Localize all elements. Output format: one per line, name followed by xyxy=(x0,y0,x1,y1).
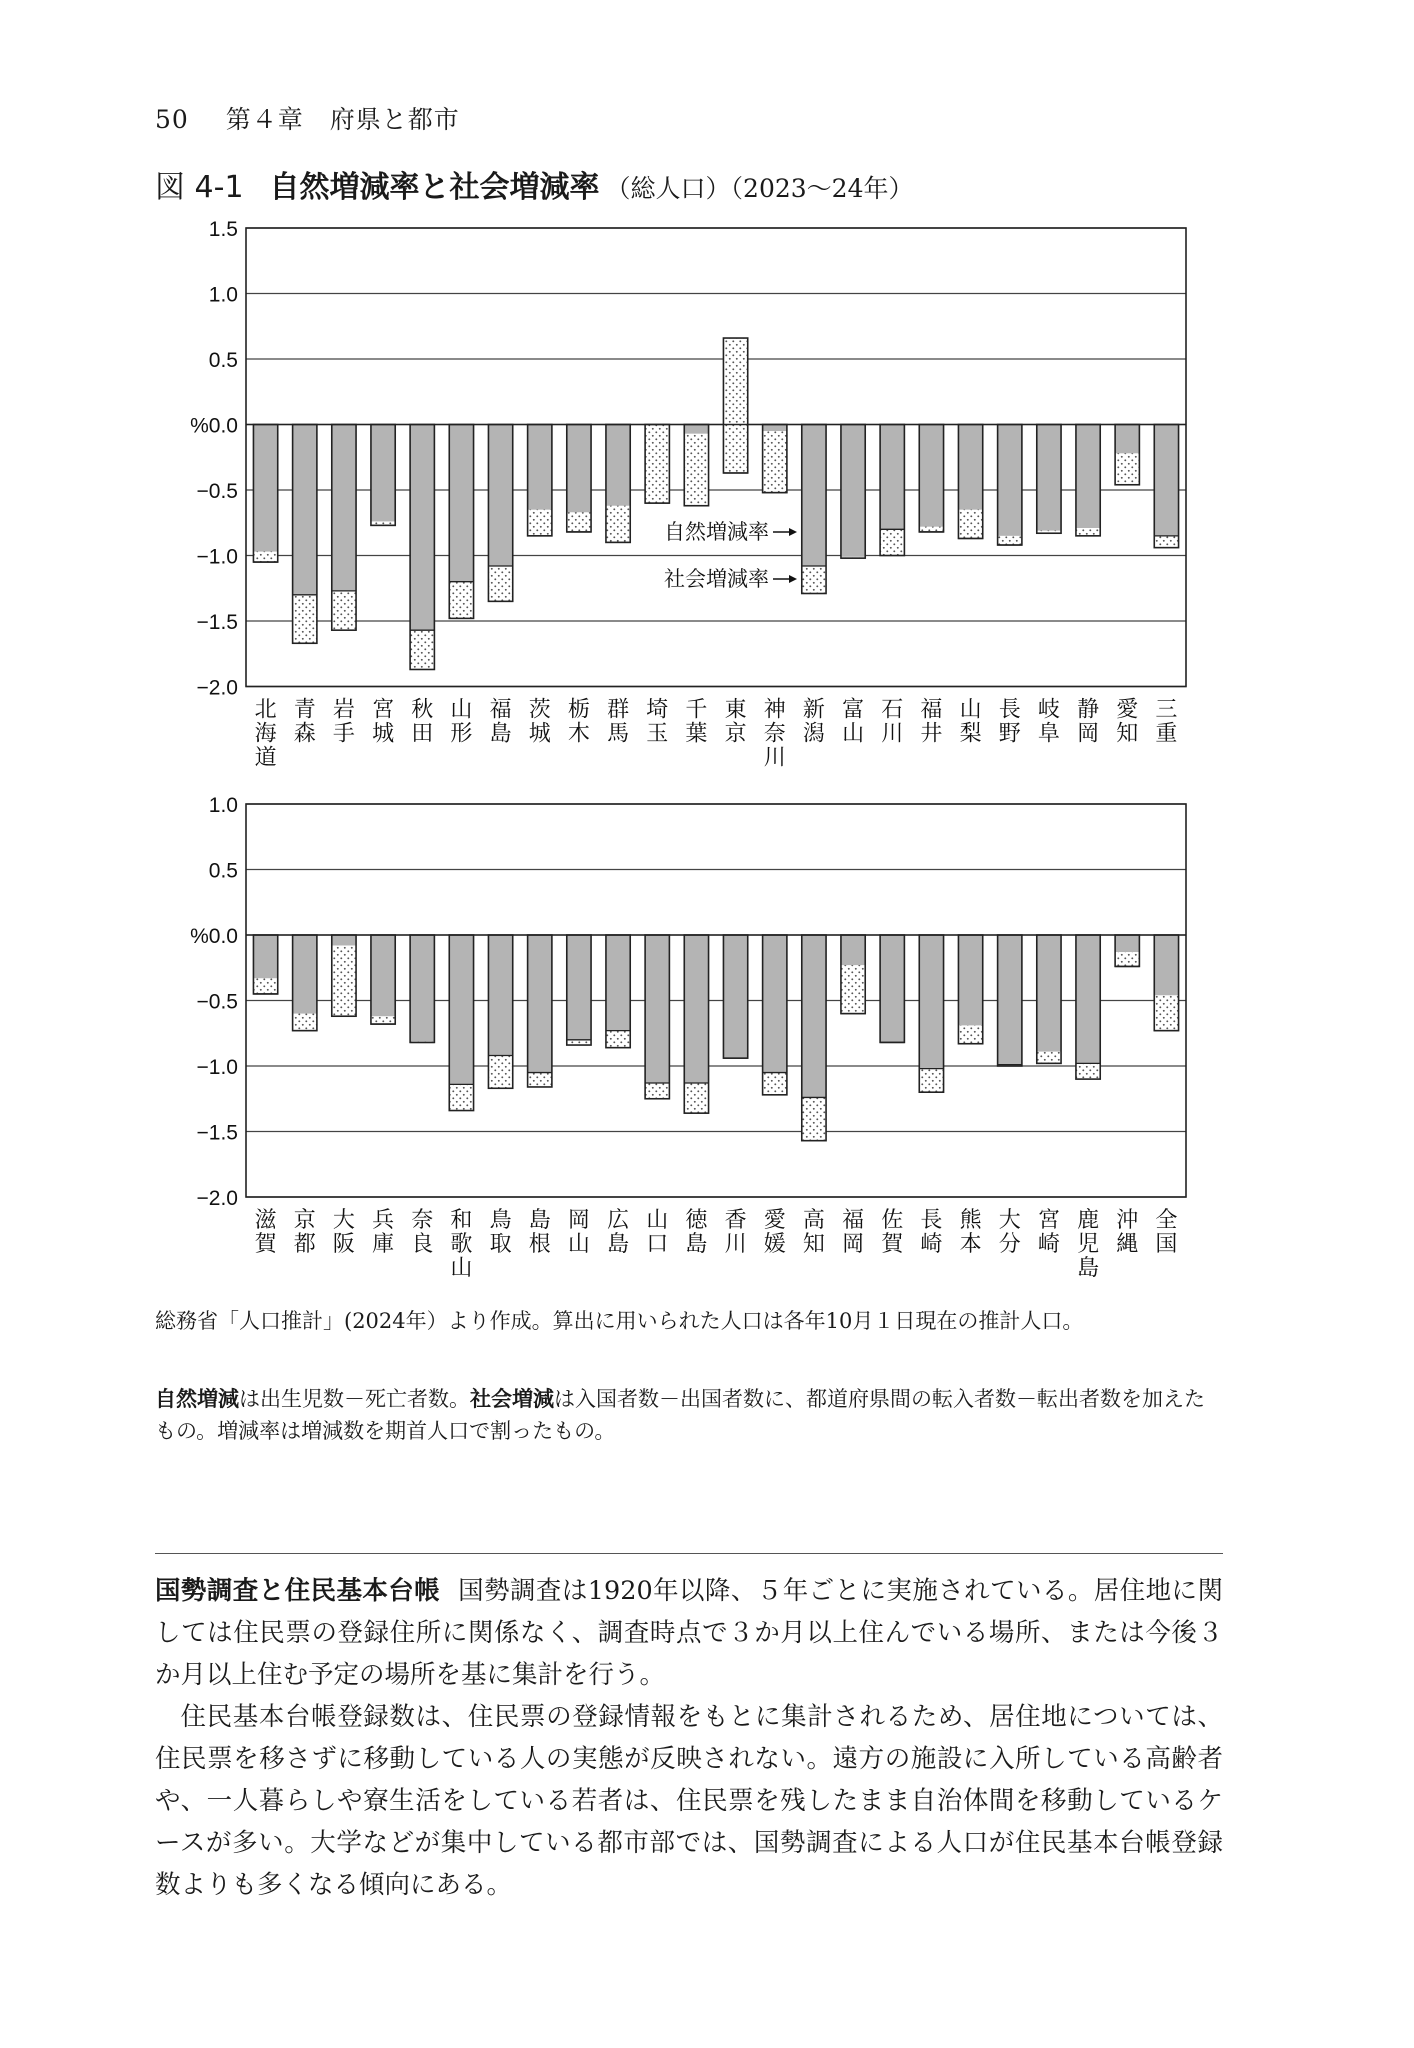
y-tick-label: 1.5 xyxy=(208,218,238,241)
chart-bottom-prefectures xyxy=(0,792,1414,1312)
bar-social xyxy=(841,965,865,1013)
x-category-label: 福 xyxy=(842,1208,865,1233)
bar-social xyxy=(410,630,434,669)
bar-social xyxy=(488,1056,512,1089)
running-header xyxy=(155,100,460,136)
annotation-arrowhead xyxy=(789,528,797,536)
bar-group xyxy=(567,425,591,532)
x-category-label: 愛 xyxy=(763,1208,786,1233)
x-category-label: 形 xyxy=(450,721,473,747)
x-category-label: 知 xyxy=(802,1232,825,1257)
bar-natural xyxy=(998,425,1022,546)
bar-social xyxy=(958,510,982,539)
bar-group xyxy=(488,425,512,602)
bar-group xyxy=(684,425,708,506)
x-category-label: 歌 xyxy=(450,1232,473,1257)
bar-group xyxy=(919,425,943,532)
annotation-arrowhead xyxy=(789,575,797,583)
x-category-label: 岩 xyxy=(332,697,355,723)
bar-natural xyxy=(293,425,317,595)
x-category-label: 取 xyxy=(489,1232,512,1257)
x-category-label: 良 xyxy=(411,1232,434,1257)
y-tick-label: %0.0 xyxy=(190,925,238,948)
bar-social xyxy=(371,1016,395,1024)
bar-social xyxy=(253,978,277,994)
y-tick-label: −0.5 xyxy=(196,990,238,1014)
x-category-label: 広 xyxy=(607,1208,630,1233)
x-category-label: 長 xyxy=(920,1208,943,1233)
column-paragraph-2: 住民基本台帳登録数は、住民票の登録情報をもとに集計されるため、居住地については、住民票を移さずに移動している人の実態が反映されない。遠方の施設に入所している高齢者や、一人暮らしや寮生活をしている若者は、住民票を残したまま自治体間を移動しているケースが多い。大学などが集中している都市部では、国勢調査による人口が住民基本台帳登録数よりも多くなる傾向にある。 xyxy=(155,1702,1223,1900)
bar-social xyxy=(606,506,630,543)
x-category-label: 都 xyxy=(293,1232,316,1257)
x-category-label: 京 xyxy=(293,1208,316,1233)
y-tick-label: −2.0 xyxy=(196,1187,238,1210)
y-tick-label: −1.0 xyxy=(196,545,238,569)
x-category-label: 鹿 xyxy=(1077,1208,1100,1233)
bar-group xyxy=(410,425,434,670)
bar-group xyxy=(763,425,787,493)
bar-group xyxy=(606,425,630,543)
source-text: 総務省「人口推計」(2024年）より作成。算出に用いられた人口は各年10月１日現在の推計人口。 xyxy=(155,1309,1084,1333)
y-tick-label: −0.5 xyxy=(196,480,238,503)
bar-group xyxy=(567,935,591,1045)
x-category-label: 賀 xyxy=(254,1232,277,1257)
x-category-label: 川 xyxy=(881,721,904,747)
bar-natural xyxy=(880,425,904,530)
bar-group xyxy=(410,935,434,1042)
bar-group xyxy=(919,935,943,1092)
bar-group xyxy=(958,935,982,1044)
x-category-label: 木 xyxy=(567,721,590,747)
bar-natural xyxy=(332,425,356,591)
x-category-label: 香 xyxy=(724,1208,747,1233)
x-category-label: 児 xyxy=(1077,1232,1100,1257)
figure-subtitle: （総人口）（2023〜24年） xyxy=(605,174,914,203)
bar-social xyxy=(802,1097,826,1140)
bar-social xyxy=(998,536,1022,545)
x-category-label: 岡 xyxy=(842,1232,865,1257)
x-category-label: 徳 xyxy=(685,1208,708,1233)
bar-social xyxy=(645,425,669,504)
x-category-label: 石 xyxy=(881,697,904,723)
natural-definition: は出生児数－死亡者数。 xyxy=(239,1387,470,1411)
bar-natural xyxy=(567,935,591,1040)
bar-group xyxy=(332,425,356,631)
x-category-label: 根 xyxy=(528,1232,551,1257)
x-category-label: 国 xyxy=(1155,1232,1178,1257)
x-category-label: 新 xyxy=(802,697,825,723)
x-category-label: 山 xyxy=(450,697,473,723)
x-category-label: 福 xyxy=(920,697,943,723)
x-category-label: 葉 xyxy=(685,721,708,747)
bar-natural xyxy=(371,935,395,1024)
social-term: 社会増減 xyxy=(470,1387,554,1411)
bar-group xyxy=(880,935,904,1042)
bar-social xyxy=(293,1014,317,1031)
x-category-label: 山 xyxy=(567,1232,590,1257)
bar-social xyxy=(1154,995,1178,1030)
bar-group xyxy=(293,935,317,1031)
x-category-label: 城 xyxy=(528,721,551,747)
x-category-label: 青 xyxy=(293,697,316,723)
bar-social xyxy=(488,566,512,601)
x-category-label: 川 xyxy=(724,1232,747,1257)
x-category-label: 富 xyxy=(842,697,865,723)
bar-social xyxy=(684,434,708,506)
bar-natural xyxy=(528,935,552,1073)
x-category-label: 手 xyxy=(332,721,355,747)
x-category-label: 重 xyxy=(1155,721,1178,747)
bar-natural xyxy=(1076,425,1100,536)
x-category-label: 東 xyxy=(724,697,747,723)
bar-group xyxy=(253,425,277,563)
bar-group xyxy=(841,425,865,559)
bar-natural xyxy=(802,425,826,566)
x-category-label: 北 xyxy=(254,697,277,723)
bar-natural xyxy=(371,425,395,526)
annotation-natural-label: 自然増減率 xyxy=(664,520,769,544)
y-tick-label: 0.5 xyxy=(208,349,238,372)
y-tick-label: −1.0 xyxy=(196,1056,238,1079)
figure-label: 図 4-1 xyxy=(155,170,244,205)
x-category-label: 阜 xyxy=(1037,721,1060,747)
column-heading: 国勢調査と住民基本台帳 xyxy=(155,1576,441,1606)
x-category-label: 庫 xyxy=(372,1232,395,1257)
x-category-label: 滋 xyxy=(254,1208,277,1233)
x-category-label: 宮 xyxy=(1037,1208,1060,1233)
annotation-social-label: 社会増減率 xyxy=(664,567,769,591)
x-category-label: 馬 xyxy=(607,721,630,747)
x-category-label: 媛 xyxy=(763,1232,786,1257)
bar-social xyxy=(332,591,356,630)
x-category-label: 崎 xyxy=(1037,1232,1060,1257)
bar-group xyxy=(880,425,904,556)
bar-social xyxy=(528,1073,552,1087)
y-tick-label: %0.0 xyxy=(190,414,238,438)
bar-group xyxy=(1037,935,1061,1063)
chapter-title: 第４章 府県と都市 xyxy=(225,105,460,134)
bar-group xyxy=(488,935,512,1088)
bar-group xyxy=(449,425,473,619)
bar-social xyxy=(880,529,904,555)
bar-group xyxy=(1115,935,1139,966)
bar-social xyxy=(919,1069,943,1093)
bar-group xyxy=(645,425,669,504)
y-tick-label: 1.0 xyxy=(208,283,238,307)
y-tick-label: −1.5 xyxy=(196,611,238,634)
x-category-label: 茨 xyxy=(528,697,551,723)
x-category-label: 道 xyxy=(254,745,277,771)
x-category-label: 島 xyxy=(1077,1256,1100,1281)
bar-group xyxy=(645,935,669,1099)
bar-group xyxy=(841,935,865,1014)
x-category-label: 本 xyxy=(959,1232,982,1257)
bar-group xyxy=(723,338,747,473)
x-category-label: 兵 xyxy=(372,1208,395,1233)
bar-social xyxy=(645,1083,669,1099)
bar-group xyxy=(723,935,747,1058)
bar-group xyxy=(253,935,277,994)
x-category-label: 崎 xyxy=(920,1232,943,1257)
bar-natural xyxy=(880,935,904,1042)
bar-group xyxy=(606,935,630,1048)
bar-natural xyxy=(763,935,787,1073)
bar-natural xyxy=(802,935,826,1097)
x-category-label: 栃 xyxy=(567,697,590,723)
x-category-label: 縄 xyxy=(1116,1232,1139,1257)
bar-natural xyxy=(723,935,747,1058)
chart-top-prefectures xyxy=(0,210,1414,790)
x-category-label: 梨 xyxy=(959,721,982,747)
x-category-label: 鳥 xyxy=(489,1208,512,1233)
bar-natural xyxy=(410,425,434,631)
bar-social xyxy=(802,566,826,594)
x-category-label: 大 xyxy=(332,1208,355,1233)
y-tick-label: −2.0 xyxy=(196,676,238,700)
bar-natural xyxy=(449,425,473,582)
bar-natural xyxy=(919,935,943,1069)
x-category-label: 高 xyxy=(802,1208,825,1233)
x-category-label: 分 xyxy=(998,1232,1021,1257)
bar-group xyxy=(528,425,552,536)
bar-social xyxy=(1076,528,1100,536)
y-tick-label: −1.5 xyxy=(196,1121,238,1145)
bar-social xyxy=(606,1031,630,1048)
x-category-label: 玉 xyxy=(646,721,669,747)
x-category-label: 森 xyxy=(293,721,316,747)
x-category-label: 川 xyxy=(763,745,786,771)
x-category-label: 奈 xyxy=(411,1208,434,1233)
x-category-label: 口 xyxy=(646,1232,669,1257)
bar-group xyxy=(802,425,826,594)
x-category-label: 千 xyxy=(685,697,708,723)
x-category-label: 神 xyxy=(763,697,786,723)
x-category-label: 和 xyxy=(450,1208,473,1233)
bar-natural xyxy=(1037,935,1061,1063)
bar-group xyxy=(449,935,473,1111)
bar-group xyxy=(1076,935,1100,1079)
bar-group xyxy=(998,425,1022,546)
bar-group xyxy=(371,425,395,526)
bar-social xyxy=(253,552,277,562)
bar-social xyxy=(684,1083,708,1113)
bar-natural xyxy=(488,425,512,566)
x-category-label: 島 xyxy=(489,721,512,747)
bar-social xyxy=(958,1025,982,1043)
x-category-label: 長 xyxy=(998,697,1021,723)
x-category-label: 秋 xyxy=(411,697,434,723)
bar-group xyxy=(763,935,787,1095)
bar-group xyxy=(371,935,395,1024)
figure-source-note xyxy=(155,1305,1223,1337)
x-category-label: 島 xyxy=(528,1208,551,1233)
bar-social xyxy=(763,431,787,493)
section-divider xyxy=(155,1553,1223,1554)
bar-social xyxy=(723,338,747,473)
x-category-label: 田 xyxy=(411,721,434,747)
column-text xyxy=(155,1570,1223,1906)
bar-social xyxy=(1037,1052,1061,1064)
bar-natural xyxy=(253,425,277,563)
x-category-label: 三 xyxy=(1155,697,1178,723)
bar-natural xyxy=(606,935,630,1031)
bar-natural xyxy=(919,425,943,532)
x-category-label: 宮 xyxy=(372,697,395,723)
x-category-label: 城 xyxy=(372,721,395,747)
bar-social xyxy=(1154,536,1178,548)
x-category-label: 山 xyxy=(959,697,982,723)
column-paragraph-1: 国勢調査は1920年以降、５年ごとに実施されている。居住地に関しては住民票の登録住所に関係なく、調査時点で３か月以上住んでいる場所、または今後３か月以上住む予定の場所を基に集計を行う。 xyxy=(155,1576,1223,1690)
x-category-label: 知 xyxy=(1116,721,1139,747)
x-category-label: 大 xyxy=(998,1208,1021,1233)
x-category-label: 島 xyxy=(685,1232,708,1257)
x-category-label: 山 xyxy=(646,1208,669,1233)
bar-group xyxy=(528,935,552,1087)
bar-social xyxy=(763,1073,787,1095)
x-category-label: 熊 xyxy=(959,1208,982,1233)
y-tick-label: 1.0 xyxy=(208,794,238,817)
bar-social xyxy=(1115,453,1139,484)
x-category-label: 海 xyxy=(254,721,277,747)
x-category-label: 静 xyxy=(1077,697,1100,723)
y-tick-label: 0.5 xyxy=(208,859,238,883)
bar-social xyxy=(293,595,317,643)
bar-group xyxy=(684,935,708,1113)
bar-natural xyxy=(684,935,708,1083)
bar-social xyxy=(449,1084,473,1110)
x-category-label: 沖 xyxy=(1116,1208,1139,1233)
bar-group xyxy=(802,935,826,1141)
bar-group xyxy=(332,935,356,1016)
page-number: 50 xyxy=(155,105,189,134)
x-category-label: 賀 xyxy=(881,1232,904,1257)
x-category-label: 山 xyxy=(450,1256,473,1281)
x-category-label: 京 xyxy=(724,721,747,747)
bar-natural xyxy=(488,935,512,1056)
bar-group xyxy=(1154,935,1178,1031)
bar-natural xyxy=(449,935,473,1084)
x-category-label: 佐 xyxy=(881,1208,904,1233)
bar-social xyxy=(1115,952,1139,966)
bar-group xyxy=(958,425,982,539)
bar-group xyxy=(1154,425,1178,548)
x-category-label: 野 xyxy=(998,721,1021,747)
bar-natural xyxy=(410,935,434,1042)
bar-group xyxy=(1115,425,1139,485)
x-category-label: 井 xyxy=(920,721,943,747)
bar-group xyxy=(1037,425,1061,534)
bar-natural xyxy=(1037,425,1061,534)
x-category-label: 奈 xyxy=(763,721,786,747)
x-category-label: 阪 xyxy=(332,1232,355,1257)
x-category-label: 群 xyxy=(607,697,630,723)
bar-social xyxy=(449,582,473,619)
bar-social xyxy=(332,945,356,1016)
bar-social xyxy=(567,512,591,532)
x-category-label: 全 xyxy=(1155,1208,1178,1233)
figure-definition-note xyxy=(155,1383,1223,1447)
x-category-label: 岡 xyxy=(1077,721,1100,747)
social-definition: は入国者数－出国者数に、都道府県間の転入者数－転出者数を加えたもの。増減率は増減数を期首人口で割ったもの。 xyxy=(155,1387,1205,1443)
figure-title xyxy=(155,162,913,206)
x-category-label: 島 xyxy=(607,1232,630,1257)
x-category-label: 岡 xyxy=(567,1208,590,1233)
bar-social xyxy=(1076,1063,1100,1079)
bar-group xyxy=(293,425,317,644)
bar-natural xyxy=(645,935,669,1083)
x-category-label: 山 xyxy=(842,721,865,747)
bar-natural xyxy=(841,425,865,559)
bar-social xyxy=(528,510,552,536)
x-category-label: 愛 xyxy=(1116,697,1139,723)
natural-term: 自然増減 xyxy=(155,1387,239,1411)
bar-natural xyxy=(998,935,1022,1065)
bar-natural xyxy=(1154,425,1178,536)
figure-main-title: 自然増減率と社会増減率 xyxy=(269,170,600,205)
x-category-label: 埼 xyxy=(646,697,669,723)
x-category-label: 福 xyxy=(489,697,512,723)
bar-group xyxy=(1076,425,1100,536)
x-category-label: 潟 xyxy=(802,721,825,747)
bar-natural xyxy=(1076,935,1100,1063)
x-category-label: 岐 xyxy=(1037,697,1060,723)
bar-group xyxy=(998,935,1022,1066)
